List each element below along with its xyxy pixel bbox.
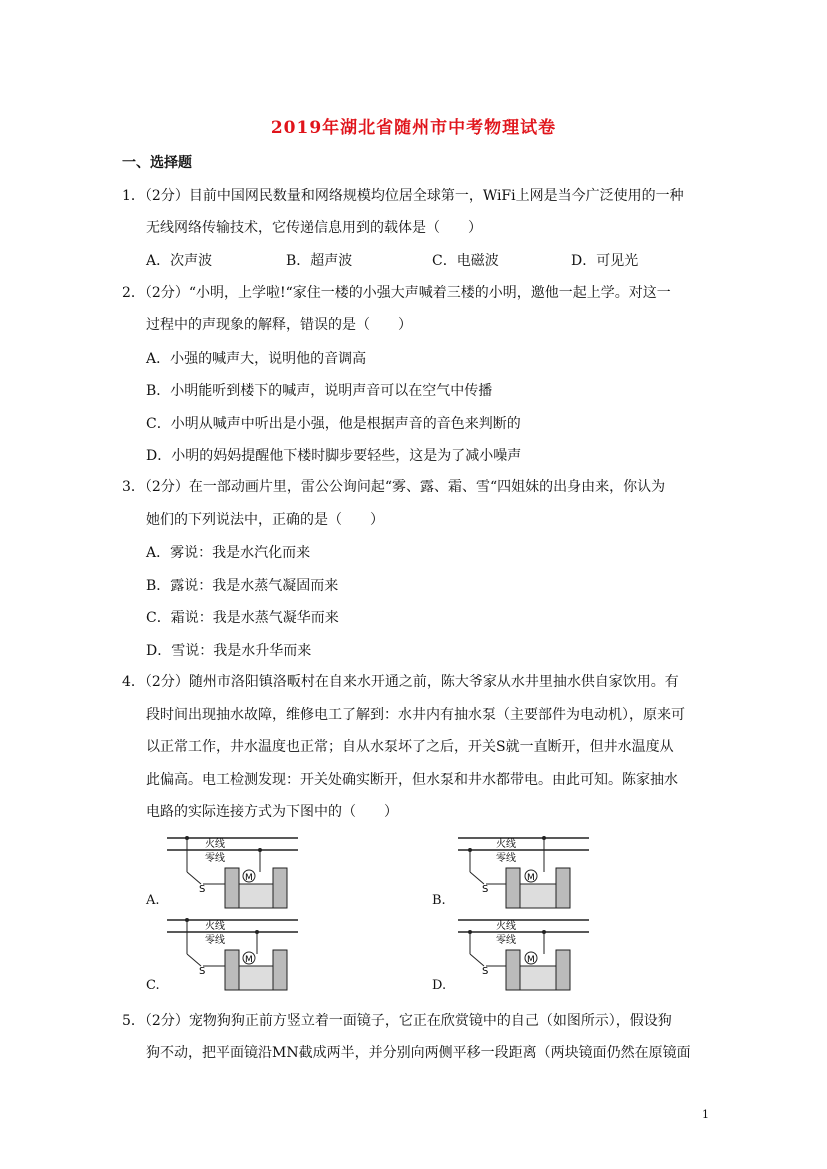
- live-wire-label: 火线: [205, 921, 225, 932]
- circuit-diagram-b: [456, 832, 591, 910]
- question-2-option-c: C．小明从喊声中听出是小强，他是根据声音的音色来判断的: [146, 416, 521, 432]
- circuit-diagram-a: [165, 832, 300, 910]
- circuit-diagram-d: [456, 914, 591, 992]
- switch-label: S: [199, 884, 206, 895]
- question-1-option-d: D．可见光: [571, 253, 639, 269]
- live-wire-label: 火线: [496, 839, 516, 850]
- question-2-option-d: D．小明的妈妈提醒他下楼时脚步要轻些，这是为了减小噪声: [146, 448, 522, 464]
- question-3-line-1: 3．（2分）在一部动画片里，雷公公询问起“雾、露、霜、雪“四姐妹的出身由来，你认为: [122, 479, 666, 495]
- question-3-line-2: 她们的下列说法中，正确的是（ ）: [146, 512, 384, 528]
- neutral-wire-label: 零线: [496, 935, 516, 946]
- neutral-wire-label: 零线: [205, 853, 225, 864]
- neutral-wire-label: 零线: [205, 935, 225, 946]
- motor-label: M: [245, 955, 253, 965]
- question-1-option-b: B．超声波: [286, 253, 353, 269]
- figure-label-d: D.: [432, 978, 447, 993]
- page-number: 1: [702, 1108, 709, 1121]
- question-4-line-3: 以正常工作，井水温度也正常；自从水泵坏了之后，开关S就一直断开，但井水温度从: [146, 739, 674, 755]
- question-4-line-1: 4．（2分）随州市洛阳镇洛畈村在自来水开通之前，陈大爷家从水井里抽水供自家饮用。有: [122, 674, 679, 690]
- question-5-line-1: 5．（2分）宠物狗狗正前方竖立着一面镜子，它正在欣赏镜中的自己（如图所示），假设狗: [122, 1013, 672, 1029]
- switch-label: S: [199, 966, 206, 977]
- live-wire-label: 火线: [496, 921, 516, 932]
- question-2-line-1: 2．（2分）“小明，上学啦!“家住一楼的小强大声喊着三楼的小明，邀他一起上学。对这一: [122, 285, 671, 301]
- question-2-option-a: A．小强的喊声大，说明他的音调高: [146, 351, 367, 367]
- live-wire-label: 火线: [205, 839, 225, 850]
- page-title: 2019年湖北省随州市中考物理试卷: [270, 118, 557, 138]
- question-3-option-b: B．露说：我是水蒸气凝固而来: [146, 578, 339, 594]
- question-3-option-d: D．雪说：我是水升华而来: [146, 643, 312, 659]
- question-2-option-b: B．小明能听到楼下的喊声，说明声音可以在空气中传播: [146, 383, 493, 399]
- section-heading: 一、选择题: [122, 155, 192, 171]
- switch-label: S: [482, 884, 489, 895]
- question-4-line-5: 电路的实际连接方式为下图中的（ ）: [146, 804, 398, 820]
- question-1-option-a: A．次声波: [146, 253, 213, 269]
- question-3-option-a: A．雾说：我是水汽化而来: [146, 545, 311, 561]
- figure-label-b: B.: [432, 893, 446, 908]
- switch-label: S: [482, 966, 489, 977]
- question-4-line-2: 段时间出现抽水故障，维修电工了解到：水井内有抽水泵（主要部件为电动机），原来可: [146, 707, 685, 723]
- question-1-option-c: C．电磁波: [432, 253, 499, 269]
- motor-label: M: [245, 873, 253, 883]
- question-2-line-2: 过程中的声现象的解释，错误的是（ ）: [146, 317, 412, 333]
- question-4-line-4: 此偏高。电工检测发现：开关处确实断开，但水泵和井水都带电。由此可知。陈家抽水: [146, 772, 678, 788]
- figure-label-a: A.: [146, 893, 160, 908]
- question-5-line-2: 狗不动，把平面镜沿MN截成两半，并分别向两侧平移一段距离（两块镜面仍然在原镜面: [146, 1045, 691, 1061]
- figure-label-c: C.: [146, 978, 160, 993]
- question-1-line-2: 无线网络传输技术，它传递信息用到的载体是（ ）: [146, 220, 482, 236]
- motor-label: M: [527, 955, 535, 965]
- question-3-option-c: C．霜说：我是水蒸气凝华而来: [146, 610, 339, 626]
- question-1-line-1: 1．（2分）目前中国网民数量和网络规模均位居全球第一，WiFi上网是当今广泛使用的一种: [122, 188, 684, 204]
- neutral-wire-label: 零线: [496, 853, 516, 864]
- motor-label: M: [527, 873, 535, 883]
- circuit-diagram-c: [165, 914, 300, 992]
